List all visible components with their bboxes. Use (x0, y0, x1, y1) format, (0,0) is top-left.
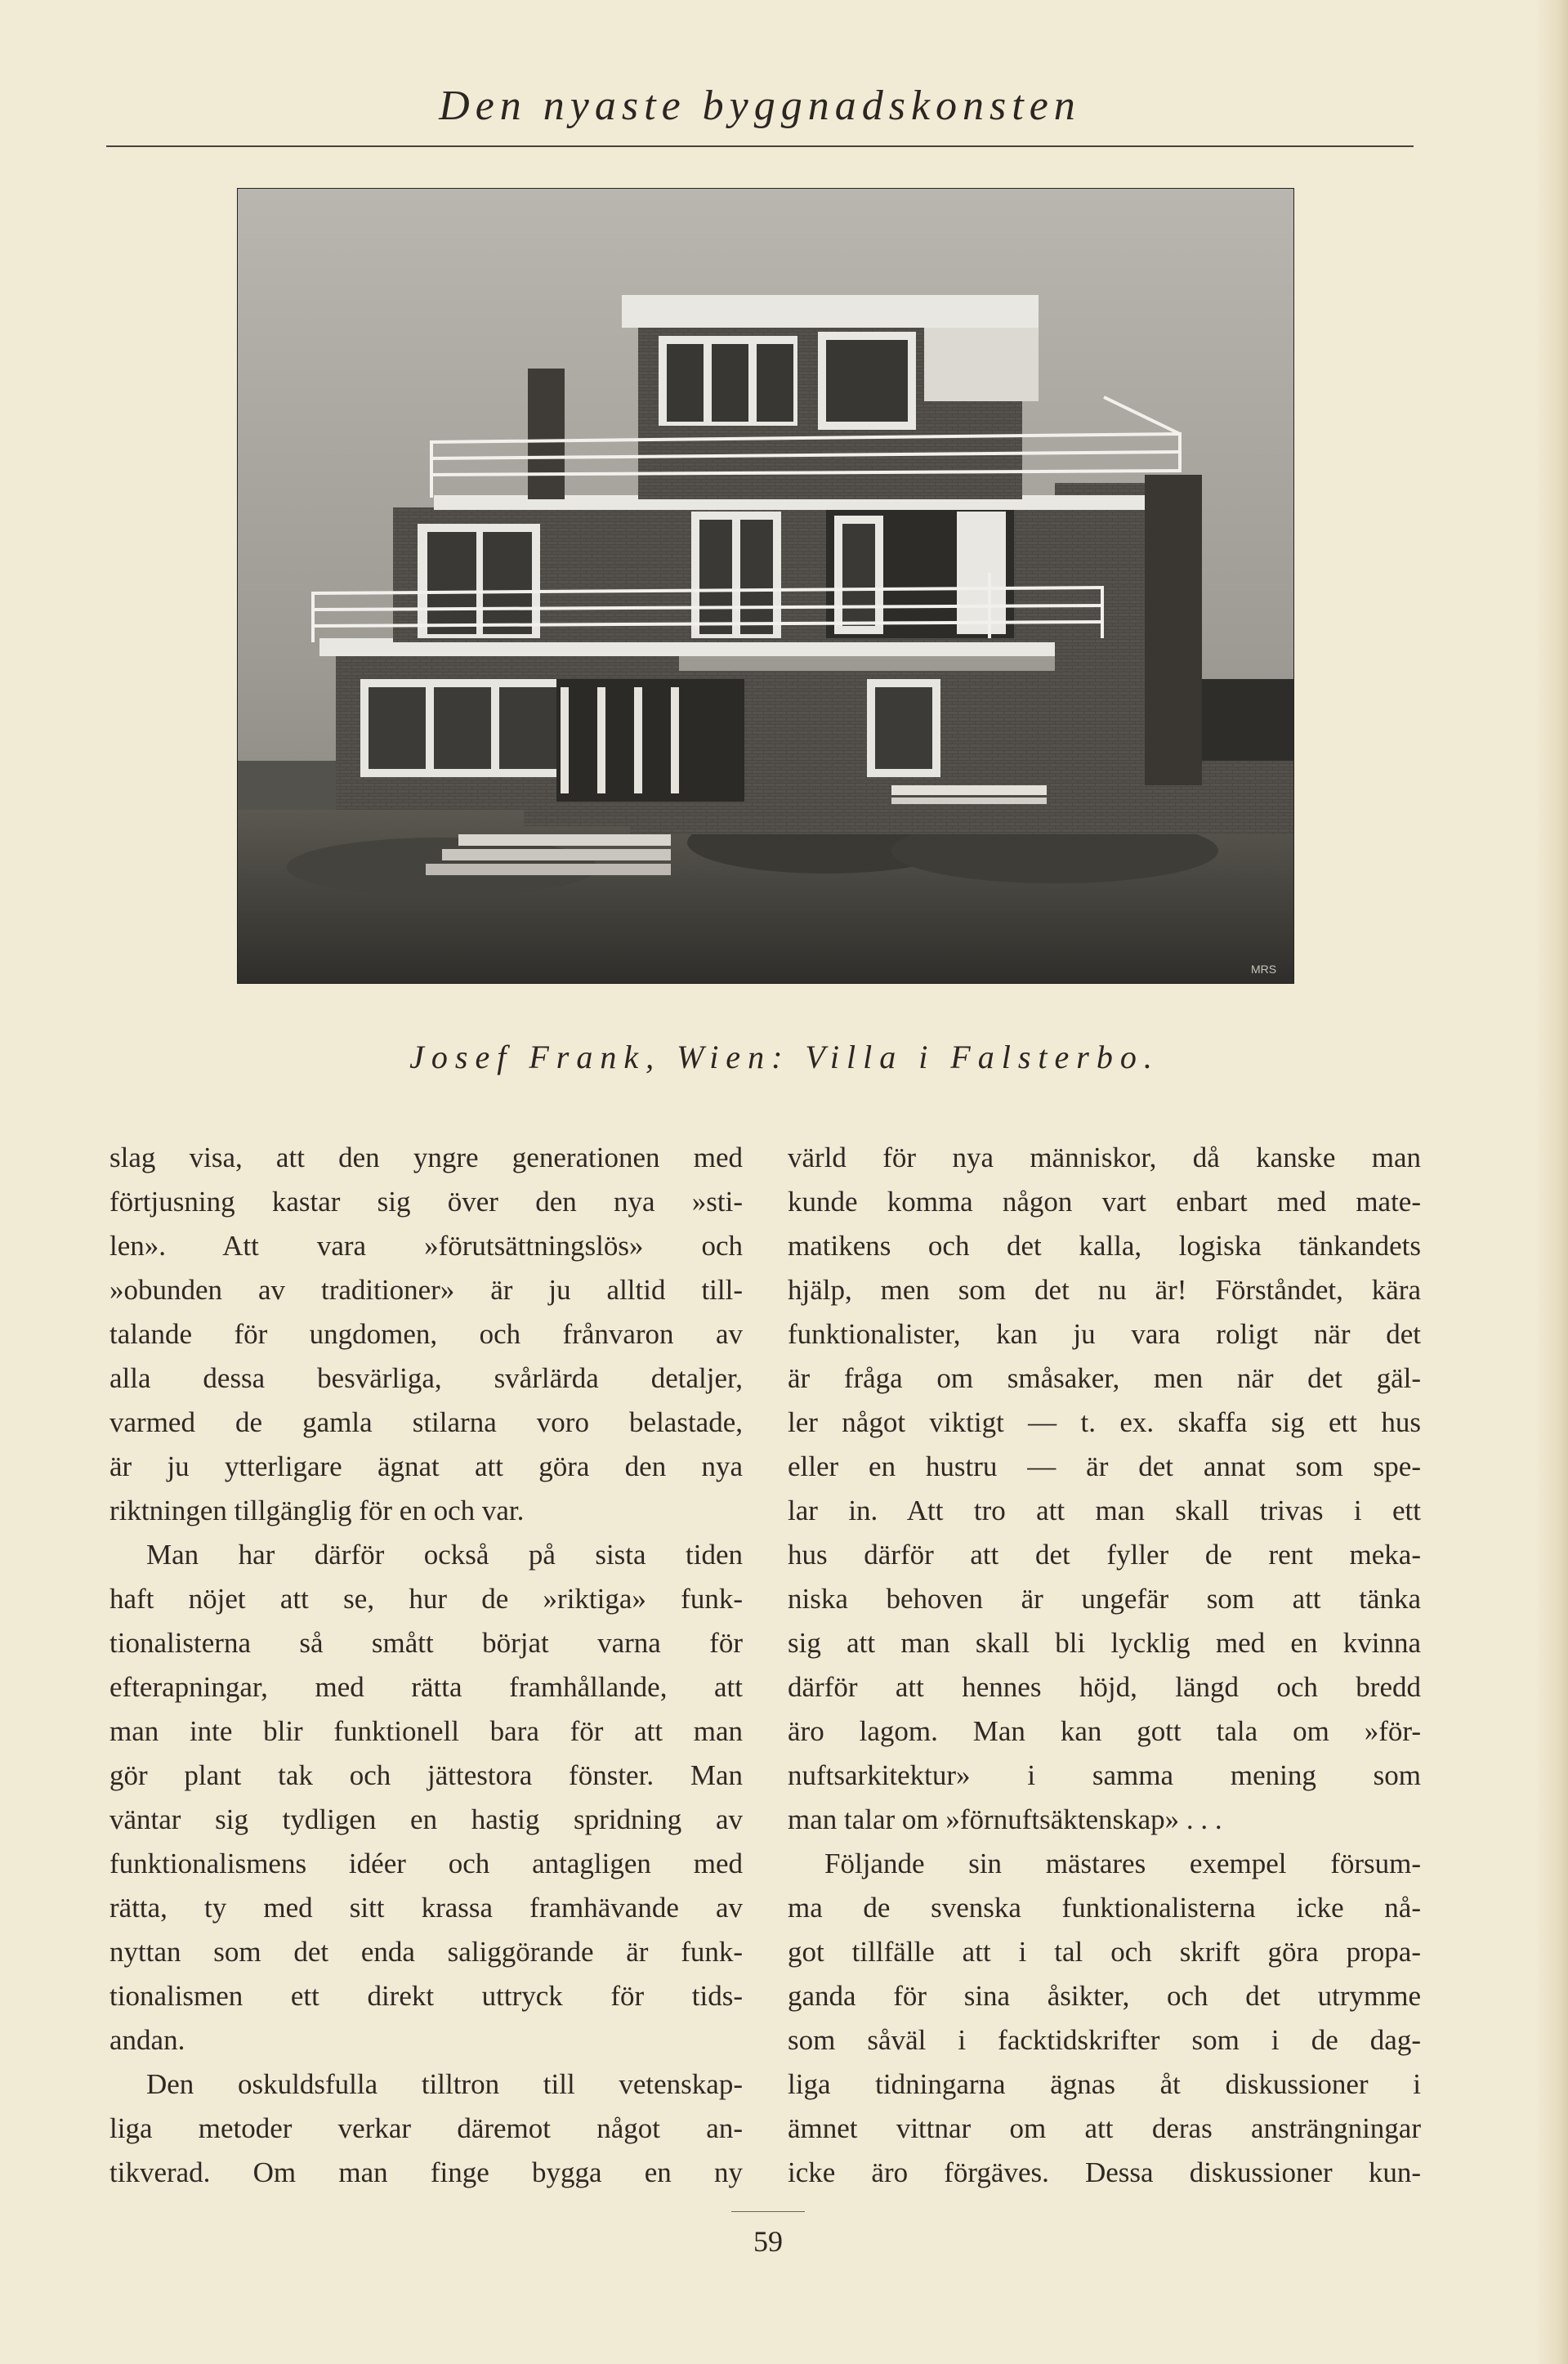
running-head: Den nyaste byggnadskonsten (439, 83, 1081, 129)
text-line: haft nöjet att se, hur de »riktiga» funk- (109, 1583, 743, 1615)
text-line: »obunden av traditioner» är ju alltid till- (109, 1274, 743, 1306)
text-line: därför att hennes höjd, längd och bredd (788, 1671, 1421, 1703)
text-line: len». Att vara »förutsättningslös» och (109, 1230, 743, 1262)
text-line: som såväl i facktidskrifter som i de dag- (788, 2024, 1421, 2056)
page-number: 59 (753, 2225, 783, 2258)
text-line: ler något viktigt — t. ex. skaffa sig ett hus (788, 1406, 1421, 1438)
text-line: man talar om »förnuftsäktenskap» . . . (788, 1803, 1222, 1835)
text-line: rätta, ty med sitt krassa framhävande av (109, 1892, 743, 1924)
text-line: andan. (109, 2024, 185, 2056)
villa-photograph-illustration (238, 189, 1293, 983)
villa-photograph (237, 188, 1294, 984)
text-line: äro lagom. Man kan gott tala om »för- (788, 1715, 1421, 1747)
right-column (788, 1136, 1421, 2195)
text-line: riktningen tillgänglig för en och var. (109, 1495, 525, 1526)
text-line: förtjusning kastar sig över den nya »sti- (109, 1186, 743, 1218)
photo-caption: Josef Frank, Wien: Villa i Falsterbo. (409, 1039, 1159, 1075)
text-line: alla dessa besvärliga, svårlärda detaljer, (109, 1362, 743, 1394)
text-line: Följande sin mästares exempel försum- (824, 1848, 1421, 1879)
text-line: tikverad. Om man finge bygga en ny (109, 2156, 743, 2188)
text-line: got tillfälle att i tal och skrift göra propa- (788, 1936, 1421, 1968)
text-line: väntar sig tydligen en hastig spridning av (109, 1803, 743, 1835)
text-line: hjälp, men som det nu är! Förståndet, kära (788, 1274, 1421, 1306)
text-line: Den oskuldsfulla tilltron till vetenskap- (146, 2068, 743, 2100)
photo-signature: MRS (1251, 963, 1277, 976)
text-line: varmed de gamla stilarna voro belastade, (109, 1406, 743, 1438)
text-line: nyttan som det enda saliggörande är funk- (109, 1936, 743, 1968)
text-line: lar in. Att tro att man skall trivas i ett (788, 1495, 1421, 1526)
folio-rule (731, 2211, 805, 2212)
text-line: liga tidningarna ägnas åt diskussioner i (788, 2068, 1421, 2100)
text-line: funktionalister, kan ju vara roligt när det (788, 1318, 1421, 1350)
text-line: ma de svenska funktionalisterna icke nå- (788, 1892, 1421, 1924)
text-line: icke äro förgäves. Dessa diskussioner kun- (788, 2156, 1421, 2188)
text-line: värld för nya människor, då kanske man (788, 1142, 1421, 1173)
text-line: ganda för sina åsikter, och det utrymme (788, 1980, 1421, 2012)
text-line: matikens och det kalla, logiska tänkandets (788, 1230, 1421, 1262)
text-line: nuftsarkitektur» i samma mening som (788, 1759, 1421, 1791)
text-line: funktionalismens idéer och antagligen med (109, 1848, 743, 1879)
text-line: liga metoder verkar däremot något an- (109, 2112, 743, 2144)
text-line: hus därför att det fyller de rent meka- (788, 1539, 1421, 1571)
text-line: är fråga om småsaker, men när det gäl- (788, 1362, 1421, 1394)
text-line: Man har därför också på sista tiden (146, 1539, 743, 1571)
text-line: niska behoven är ungefär som att tänka (788, 1583, 1421, 1615)
text-line: eller en hustru — är det annat som spe- (788, 1450, 1421, 1482)
text-line: gör plant tak och jättestora fönster. Man (109, 1759, 743, 1791)
page-edge (1535, 0, 1568, 2364)
text-line: efterapningar, med rätta framhållande, att (109, 1671, 743, 1703)
text-line: kunde komma någon vart enbart med mate- (788, 1186, 1421, 1218)
text-line: sig att man skall bli lycklig med en kvinna (788, 1627, 1421, 1659)
text-line: tionalismen ett direkt uttryck för tids- (109, 1980, 743, 2012)
text-line: man inte blir funktionell bara för att man (109, 1715, 743, 1747)
text-line: talande för ungdomen, och frånvaron av (109, 1318, 743, 1350)
header-rule (106, 145, 1414, 147)
text-line: är ju ytterligare ägnat att göra den nya (109, 1450, 743, 1482)
text-line: ämnet vittnar om att deras ansträngningar (788, 2112, 1421, 2144)
text-line: slag visa, att den yngre generationen med (109, 1142, 743, 1173)
left-column (109, 1136, 743, 2195)
text-line: tionalisterna så smått börjat varna för (109, 1627, 743, 1659)
